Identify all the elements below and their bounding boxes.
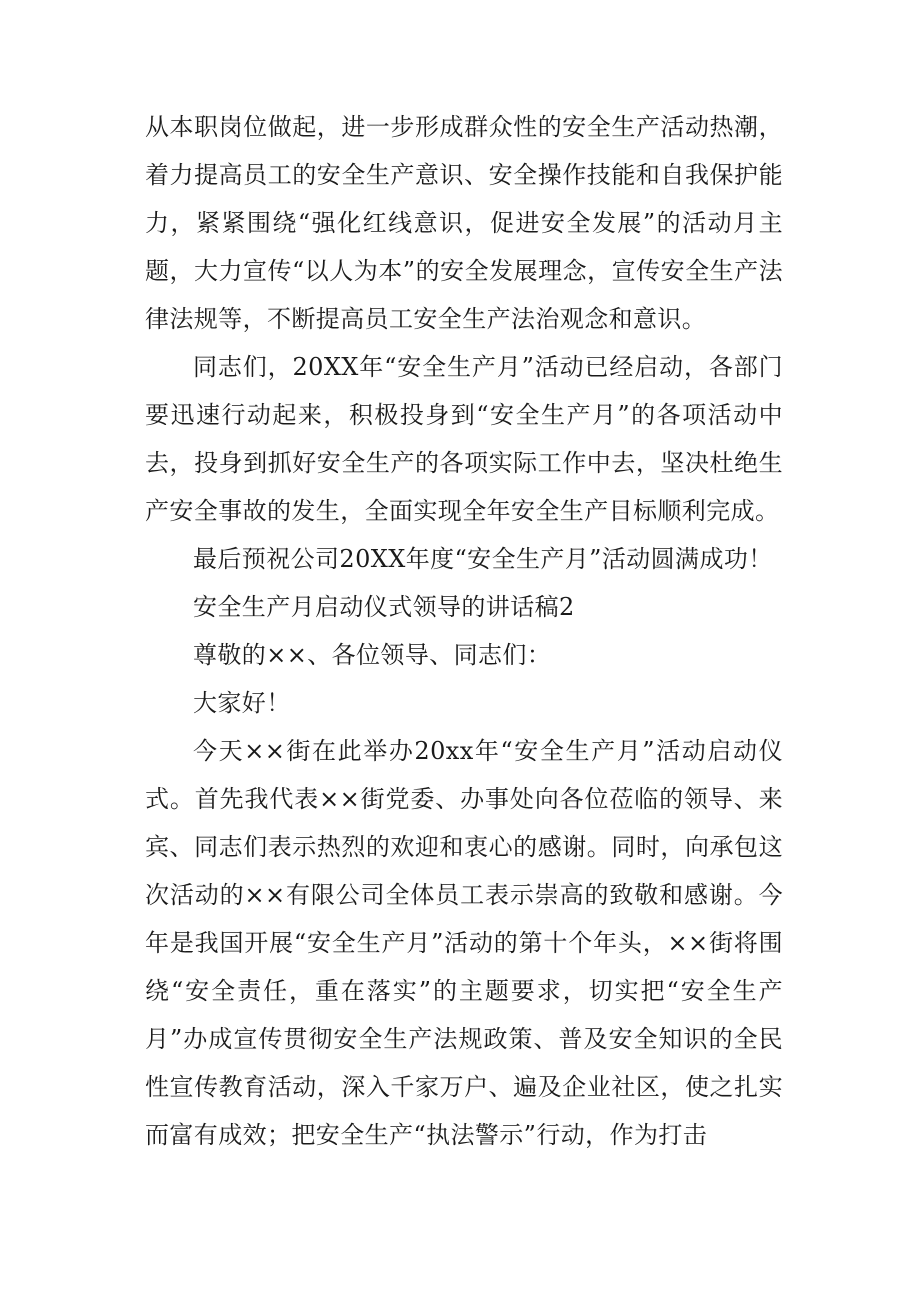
salutation: 尊敬的××、各位领导、同志们： [193, 641, 552, 669]
paragraph-closing-wish: 最后预祝公司20XX年度“安全生产月”活动圆满成功！ [193, 545, 773, 573]
paragraph-safety-awareness: 从本职岗位做起，进一步形成群众性的安全生产活动热潮，着力提高员工的安全生产意识、安全操作技能和自我保护能力，紧紧围绕“强化红线意识，促进安全发展”的活动月主题，大力宣传“以人为本”的安全发展理念，宣传安全生产法律法规等，不断提高员工安全生产法治观念和意识。 [145, 113, 783, 333]
greeting: 大家好！ [193, 689, 291, 717]
paragraph-comrades-call: 同志们，20XX年“安全生产月”活动已经启动，各部门要迅速行动起来，积极投身到“安全生产月”的各项活动中去，投身到抓好安全生产的各项实际工作中去，坚决杜绝生产安全事故的发生，全面实现全年安全生产目标顺利完成。 [145, 353, 783, 525]
speech-title: 安全生产月启动仪式领导的讲话稿2 [193, 593, 575, 621]
paragraph-opening-remarks: 今天××街在此举办20xx年“安全生产月”活动启动仪式。首先我代表××街党委、办事处向各位莅临的领导、来宾、同志们表示热烈的欢迎和衷心的感谢。同时，向承包这次活动的××有限公司全体员工表示崇高的致敬和感谢。今年是我国开展“安全生产月”活动的第十个年头，××街将围绕“安全责任，重在落实”的主题要求，切实把“安全生产月”办成宣传贯彻安全生产法规政策、普及安全知识的全民性宣传教育活动，深入千家万户、遍及企业社区，使之扎实而富有成效；把安全生产“执法警示”行动，作为打击 [145, 737, 783, 1149]
document-page [145, 103, 783, 1159]
